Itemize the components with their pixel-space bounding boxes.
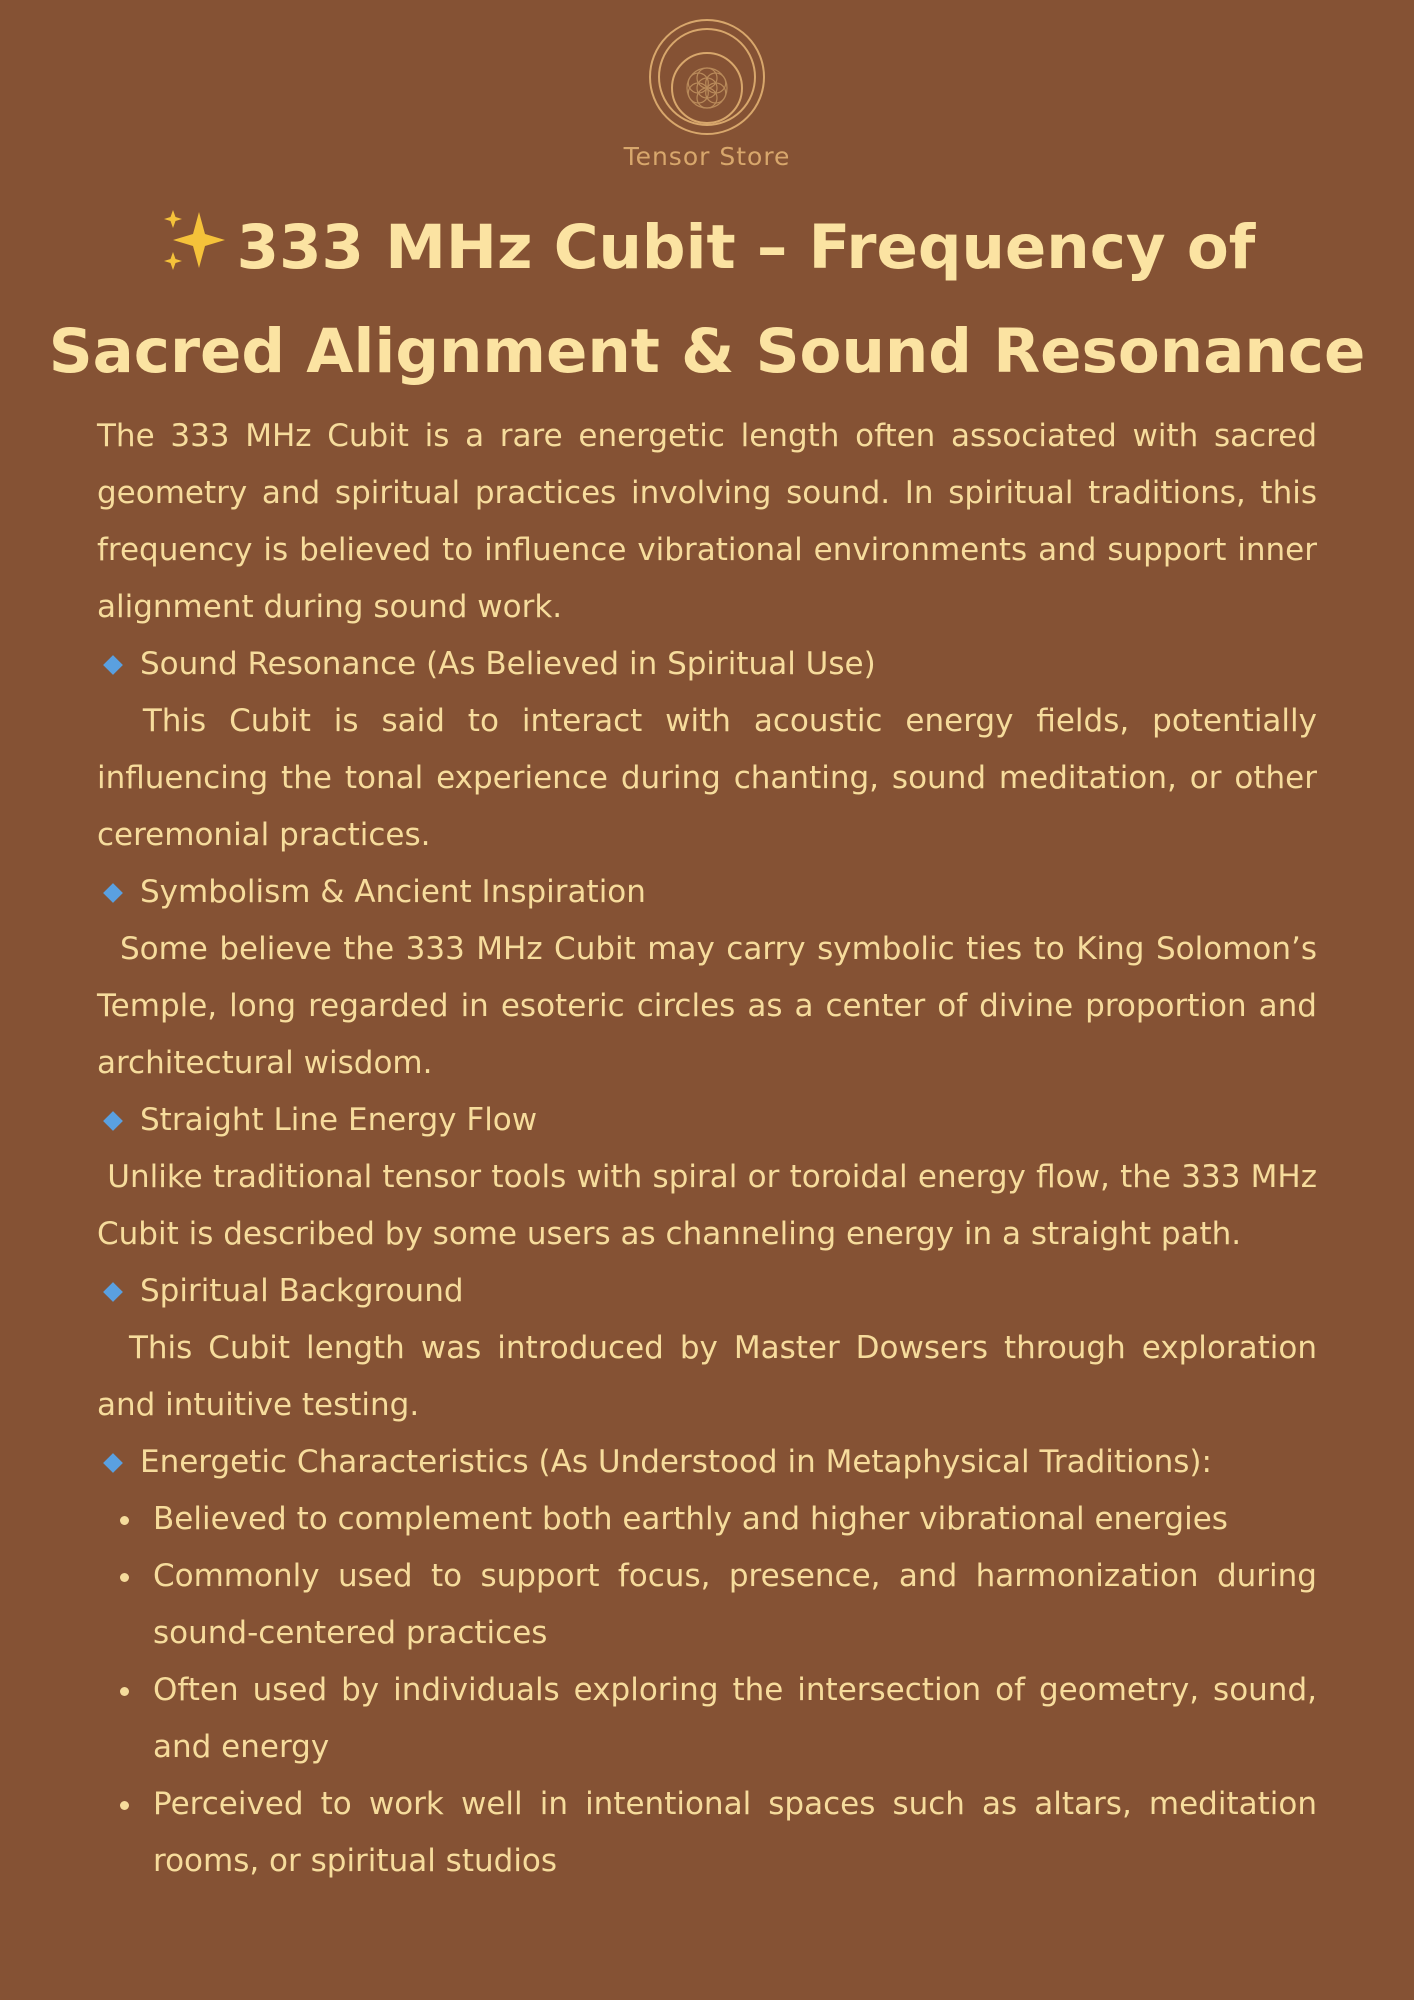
blue-diamond-icon [103,1453,123,1473]
blue-diamond-icon [103,1111,123,1131]
bullet-dot-icon [120,1516,129,1525]
brand-name: Tensor Store [623,142,791,171]
bullet-dot-icon [120,1801,129,1810]
brand-logo [587,18,827,171]
section-body-sound-resonance [97,693,1317,864]
list-item [97,1662,1317,1776]
page-title [30,200,1384,400]
section-heading-text: Straight Line Energy Flow [140,1102,538,1138]
list-item [97,1776,1317,1890]
section-heading-spiritual-background [97,1263,1317,1320]
section-heading-characteristics [97,1434,1317,1491]
flower-of-life-logo-icon [648,18,766,136]
section-heading-energy-flow [97,1092,1317,1149]
section-body-symbolism [97,921,1317,1092]
section-heading-sound-resonance [97,636,1317,693]
section-heading-text: Spiritual Background [140,1273,464,1309]
blue-diamond-icon [103,1282,123,1302]
list-item-text: Perceived to work well in intentional spaces such as altars, meditation rooms, or spiritual studios [153,1786,1317,1879]
list-item-text: Believed to complement both earthly and higher vibrational energies [153,1501,1228,1537]
page-title-text: 333 MHz Cubit – Frequency of Sacred Alignment & Sound Resonance [48,212,1366,387]
section-body-spiritual-background [97,1320,1317,1434]
intro-paragraph: The 333 MHz Cubit is a rare energetic length often associated with sacred geometry and spiritual practices involving sound. In spiritual traditions, this frequency is believed to influence vibrational environments and support inner alignment during sound work. [97,418,1317,625]
section-body-text: This Cubit is said to interact with acoustic energy fields, potentially influencing the tonal experience during chanting, sound meditation, or other ceremonial practices. [97,703,1317,853]
list-item [97,1491,1317,1548]
section-heading-text: Sound Resonance (As Believed in Spiritual Use) [140,646,876,682]
section-heading-text: Symbolism & Ancient Inspiration [140,874,646,910]
list-item-text: Often used by individuals exploring the intersection of geometry, sound, and energy [153,1672,1317,1765]
bullet-dot-icon [120,1573,129,1582]
section-body-energy-flow [97,1149,1317,1263]
bullet-dot-icon [120,1687,129,1696]
section-heading-symbolism [97,864,1317,921]
blue-diamond-icon [103,883,123,903]
section-body-text: Some believe the 333 MHz Cubit may carry symbolic ties to King Solomon’s Temple, long regarded in esoteric circles as a center of divine proportion and architectural wisdom. [97,931,1317,1081]
sparkles-icon [159,206,229,304]
list-item-text: Commonly used to support focus, presence, and harmonization during sound-centered practices [153,1558,1317,1651]
section-body-text: Unlike traditional tensor tools with spiral or toroidal energy flow, the 333 MHz Cubit is described by some users as channeling energy in a straight path. [97,1159,1317,1252]
article-body [97,408,1317,1890]
characteristics-list [97,1491,1317,1890]
blue-diamond-icon [103,655,123,675]
section-body-text: This Cubit length was introduced by Master Dowsers through exploration and intuitive testing. [97,1330,1317,1423]
section-heading-text: Energetic Characteristics (As Understood in Metaphysical Traditions): [140,1444,1212,1480]
list-item [97,1548,1317,1662]
